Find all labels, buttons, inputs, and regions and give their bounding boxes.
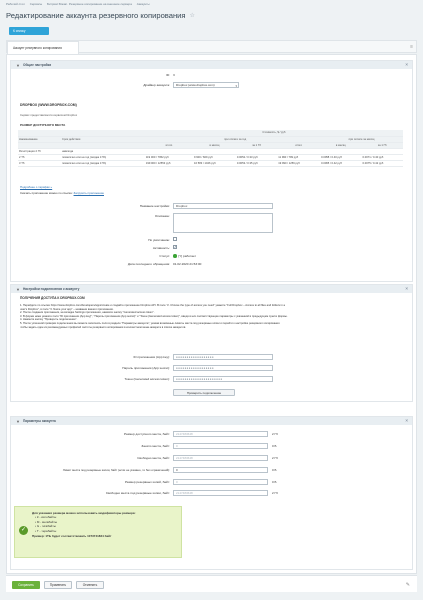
close-icon[interactable]: × [405, 286, 408, 291]
table-cell: 0.0053 / 0.35 руб [236, 160, 277, 166]
section-title: Параметры аккаунта [22, 419, 56, 423]
default-label: По умолчанию: [148, 238, 170, 242]
app-note-text: Скачать приложение можно по ссылке: [20, 191, 73, 195]
collapse-icon[interactable]: ▼ [16, 286, 20, 292]
param-input-free[interactable]: 2147483648 [173, 455, 268, 461]
status-text: [Y] работает [178, 254, 197, 258]
updated-label: Дата последнего обращения: [127, 262, 170, 266]
collapse-icon[interactable]: ▼ [16, 418, 20, 424]
breadcrumb-item[interactable]: Рабочий стол [6, 2, 25, 6]
header-total: итого [145, 142, 193, 148]
table-cell: помесячно или на год (скидка 17%) [61, 154, 145, 160]
param-label: Свободно места, байт: [137, 456, 170, 460]
section-connection [10, 284, 413, 402]
section-title: Настройки подключения к аккаунту [22, 287, 80, 291]
secret-input[interactable]: ●●●●●●●●●●●●●●●●●● [173, 365, 273, 371]
param-input-limit[interactable]: 0 [173, 467, 268, 473]
token-label: Токен (Generated access token): [124, 377, 170, 381]
id-value: 3 [173, 73, 175, 77]
breadcrumb [6, 2, 154, 6]
driver-label: Драйвер аккаунта: [143, 83, 170, 87]
instruction-step: user's Dropbox", в поле "3. Name your app" – название вашего приложения. [20, 307, 114, 311]
appkey-label: ID приложения (App key): [133, 355, 170, 359]
cancel-button[interactable]: Отменить [76, 581, 104, 589]
param-input-available[interactable]: 2147483648 [173, 431, 268, 437]
collapse-icon[interactable]: ▼ [16, 62, 20, 68]
header-total: итого [277, 142, 320, 148]
breadcrumb-item[interactable]: Сервисы [29, 2, 43, 6]
table-cell: 19 990 / 1256 руб [277, 160, 320, 166]
param-label: Лимит места под резервные копии, байт (если не указано, то без ограничений): [62, 468, 170, 472]
instruction-step: 1. Перейдите по ссылке https://www.dropbox.com/developers/apps/create и создайте приложение Dropbox API. В поле "2. Choose the type of access you need" укажите "Full Dropbox – Access to all files and folders in a [20, 304, 286, 307]
name-label: Название настройки: [139, 204, 170, 208]
hint-item: • G - гигабайты [35, 524, 56, 529]
tab-account[interactable]: Аккаунт резервного копирования [7, 41, 79, 54]
header-month-pay: при оплате за месяц [320, 136, 403, 142]
close-icon[interactable]: × [405, 62, 408, 67]
section-header[interactable] [11, 285, 412, 293]
chevron-down-icon: ▾ [235, 83, 237, 88]
table-row [18, 160, 403, 166]
pencil-icon[interactable]: ✎ [405, 582, 410, 588]
save-button[interactable]: Сохранить [12, 581, 40, 589]
param-input-backup-size[interactable]: 0 [173, 479, 268, 485]
table-cell: 0.0058 / 0.40 руб [320, 154, 361, 160]
table-cell: 9 900 / 829 руб [193, 154, 236, 160]
breadcrumb-item[interactable]: Битрикс:Бэкап. Резервное копирование на внешние сервера [46, 2, 132, 6]
apply-button[interactable]: Применить [44, 581, 72, 589]
title-row [6, 9, 195, 21]
hint-title: Для указания размера можно использовать модификаторы размера: [32, 511, 136, 515]
param-input-used[interactable]: 0 [173, 443, 268, 449]
table-cell: 199 000 / 12553 руб [145, 160, 193, 166]
footer-bar [6, 575, 417, 592]
tariffs-link[interactable]: Подробнее о тарифах » [20, 185, 53, 189]
table-cell: 3 Тб [18, 160, 61, 166]
dropbox-title: DROPBOX (WWW.DROPBOX.COM) [20, 103, 77, 107]
tab-bar [6, 40, 417, 53]
description-textarea[interactable] [173, 213, 273, 233]
instruction-step: 3. В форме ниже укажите поля "ID приложения (App key)", "Пароль приложения (App secret)" и "Токен (Generated access token)", введя в них соответствующие параметры с указанной в предыдущем пункте формы. [20, 314, 288, 318]
header-per-1gb: за 1 Гб [236, 142, 277, 148]
star-icon[interactable]: ☆ [189, 12, 195, 19]
dropbox-description: Сервис предоставляется сервисом Dropbox [20, 113, 78, 117]
updated-value: 01.02.2020 21:53:00 [173, 262, 202, 266]
driver-select-value: Dropbox (www.dropbox.com) [176, 83, 215, 87]
table-cell: 0.0071 / 0.40 руб [362, 154, 403, 160]
app-note [20, 191, 104, 195]
size-hint-box [14, 506, 182, 558]
app-link[interactable]: Загрузить приложение [73, 191, 104, 195]
section-header[interactable] [11, 417, 412, 425]
table-cell: навсегда [61, 148, 145, 154]
header-term: Срок действия [61, 136, 145, 142]
breadcrumb-item[interactable]: Аккаунты [136, 2, 150, 6]
checkmark-icon: ✓ [20, 527, 27, 533]
instruction-step: 4. Нажмите кнопку "Проверить подключение". [20, 318, 78, 322]
param-unit: 0 Б [272, 444, 277, 448]
table-cell: помесячно или на год (скидка 17%) [61, 160, 145, 166]
menu-icon[interactable]: ≡ [410, 44, 413, 50]
secret-label: Пароль приложения (App secret): [122, 366, 170, 370]
param-label: Размер доступного места, байт: [124, 432, 170, 436]
check-connection-button[interactable]: Проверить подключение [173, 389, 235, 396]
param-label: Свободно места под резервные копии, байт: [105, 491, 170, 495]
param-unit: 2 Гб [272, 456, 278, 460]
driver-select[interactable] [173, 82, 239, 88]
active-checkbox[interactable]: ✓ [174, 245, 177, 249]
instruction-step: 2. После создания приложения, на вкладке Settings приложения, нажмите кнопку "Generated access token". [20, 311, 155, 315]
hint-example: Пример: 1ТБ будет соответствовать 1073741824 байт [32, 534, 112, 539]
connection-instructions [20, 304, 410, 329]
table-cell: 16 583 / 1046 руб [193, 160, 236, 166]
token-input[interactable]: ●●●●●●●●●●●●●●●●●●●●●● [173, 376, 273, 382]
param-input-backup-free[interactable]: 2147483648 [173, 490, 268, 496]
param-unit: 2 Гб [272, 432, 278, 436]
size-title: РАЗМЕР ДОСТУПНОГО МЕСТА [20, 123, 66, 127]
header-year-pay: при оплате за год [193, 136, 277, 142]
connection-title: ПОЛУЧЕНИЯ ДОСТУПА К DROPBOX.COM [20, 296, 85, 300]
table-cell: 2 Тб [18, 154, 61, 160]
param-unit: 0 Б [272, 480, 277, 484]
name-input[interactable]: Dropbox [173, 203, 273, 209]
param-label: Занято места, байт: [141, 444, 170, 448]
hint-item: • К - килобайты [35, 515, 57, 520]
instruction-step: чтобы задать один из рекомендуемых профилей частоты резервного копирования в контекстном меню аккаунта в списке аккаунтов. [20, 325, 187, 329]
table-cell: 0.0065 / 0.42 руб [320, 160, 361, 166]
param-label: Размер резервных копий, байт: [124, 480, 170, 484]
status-label: Статус: [159, 254, 170, 258]
param-unit: 0 Б [272, 468, 277, 472]
hint-item: • М - мегабайты [35, 519, 58, 524]
table-cell: 11 990 / 799 руб [277, 154, 320, 160]
header-per-1gb: за 1 Гб [362, 142, 403, 148]
hint-item: • Т - терабайты [35, 528, 57, 533]
status-value [173, 254, 196, 258]
table-cell: 119 000 / 7952 руб [145, 154, 193, 160]
instruction-step: 5. После успешной проверки подключения вы можете заполнить поля в разделе "Параметры аккаунта", указав возможные лимиты места под резервные копии и перейти к настройке резервного копирования [20, 321, 280, 325]
header-name: Наименование [18, 136, 61, 142]
header-per-month: в месяц [320, 142, 361, 148]
hint-text [32, 511, 136, 538]
page-title: Редактирование аккаунта резервного копирования [6, 10, 186, 20]
tariff-table [18, 130, 403, 167]
status-dot-icon [173, 254, 177, 258]
section-header[interactable] [11, 61, 412, 69]
default-checkbox[interactable] [173, 237, 177, 241]
table-cell: 0.0075 / 0.42 руб [362, 160, 403, 166]
section-general [10, 60, 413, 282]
header-per-month: в месяц [193, 142, 236, 148]
id-label: ID: [166, 73, 170, 77]
param-unit: 2 Гб [272, 491, 278, 495]
table-cell: Регистрация 2 Гб [18, 148, 61, 154]
header-cost: Стоимость, $ / руб [145, 130, 403, 136]
table-cell: 0.0052 / 0.33 руб [236, 154, 277, 160]
back-to-list-button[interactable]: К списку [9, 27, 49, 35]
description-label: Описание: [154, 214, 170, 218]
section-title: Общие настройки [22, 63, 52, 67]
active-label: Активность: [152, 246, 170, 250]
appkey-input[interactable]: ●●●●●●●●●●●●●●●●●● [173, 354, 273, 360]
close-icon[interactable]: × [405, 418, 408, 423]
